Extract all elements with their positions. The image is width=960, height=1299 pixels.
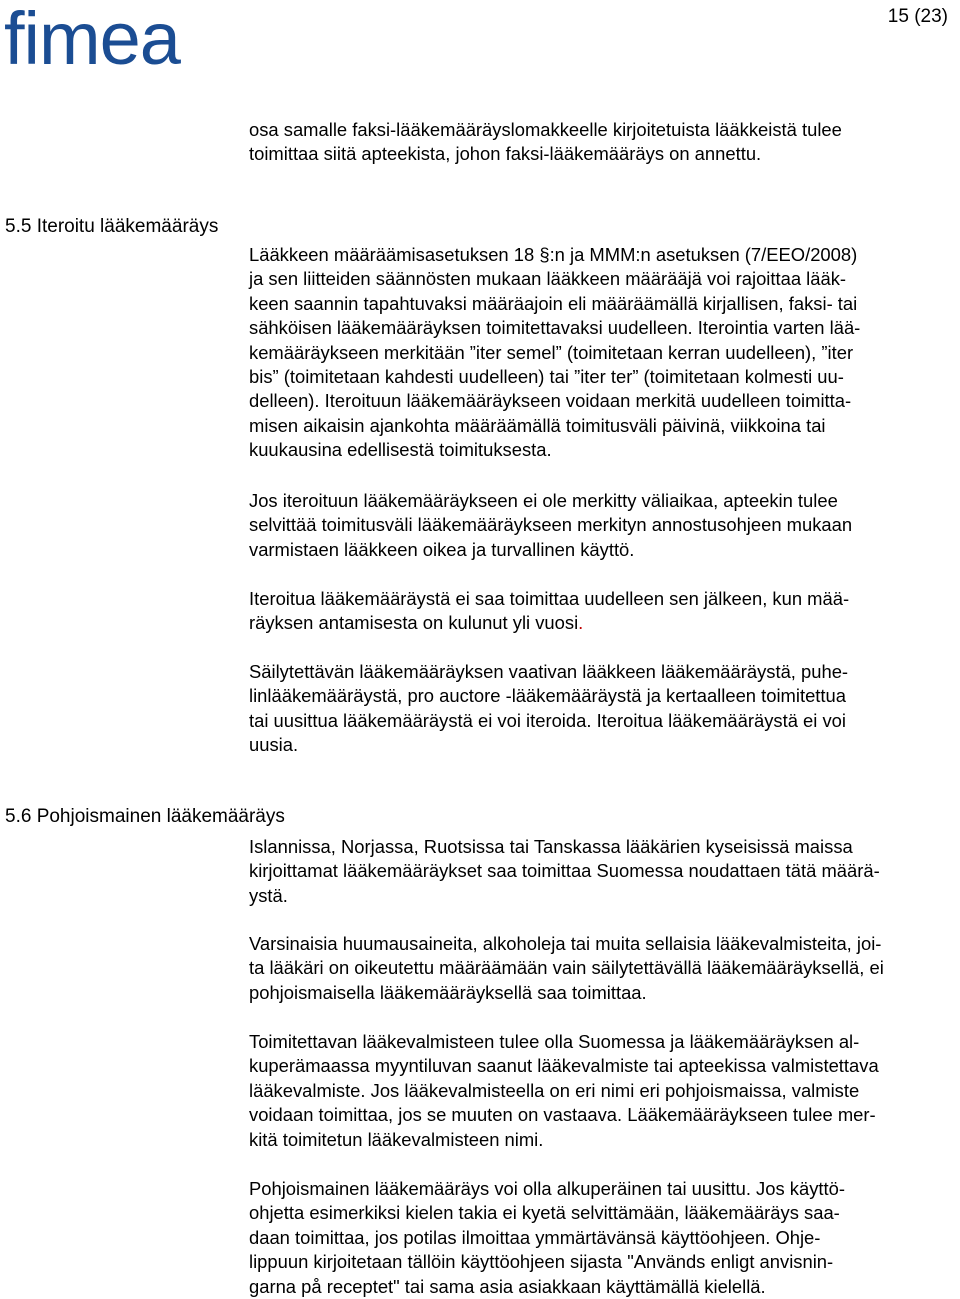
page-number: 15 (23) (887, 6, 948, 27)
section-heading-5-6: 5.6 Pohjoismainen lääkemääräys (5, 806, 285, 827)
section-heading-5-5: 5.5 Iteroitu lääkemääräys (5, 216, 219, 237)
text-line: ja sen liitteiden säännösten mukaan lääkkeen määrääjä voi rajoittaa lääk- (249, 268, 847, 290)
text-line: kuperämaassa myyntiluvan saanut lääkevalmiste tai apteekissa valmistettava (249, 1055, 879, 1077)
text-line: sähköisen lääkemääräyksen toimitettavaksi uudelleen. Iterointia varten lää- (249, 317, 861, 339)
red-period: . (578, 612, 584, 634)
text-line: Varsinaisia huumausaineita, alkoholeja tai muita sellaisia lääkevalmisteita, joi- (249, 933, 882, 954)
text-line: Lääkkeen määräämisasetuksen 18 §:n ja MMM:n asetuksen (7/EEO/2008) (249, 244, 858, 265)
text-line: misen aikaisin ajankohta määräämällä toimitusväli päivinä, viikkoina tai (249, 414, 826, 436)
text-line: keen saannin tapahtuvaksi määräajoin eli määräämällä kirjallisen, faksi- tai (249, 292, 858, 314)
text-line: Iteroitua lääkemääräystä ei saa toimittaa uudelleen sen jälkeen, kun mää- (249, 588, 850, 609)
text-line: Jos iteroituun lääkemääräykseen ei ole merkitty väliaikaa, apteekin tulee (249, 490, 838, 511)
text-line: delleen). Iteroituun lääkemääräykseen voidaan merkitä uudelleen toimitta- (249, 390, 852, 412)
text-line: Toimitettavan lääkevalmisteen tulee olla Suomessa ja lääkemääräyksen al- (249, 1031, 860, 1052)
text-line: Säilytettävän lääkemääräyksen vaativan lääkkeen lääkemääräystä, puhe- (249, 661, 849, 682)
paragraph (249, 835, 949, 908)
text-line: kirjoittamat lääkemääräykset saa toimittaa Suomessa noudattaen tätä määrä- (249, 860, 880, 882)
text-line: daan toimittaa, jos potilas ilmoittaa ymmärtävänsä käyttöohjeen. Ohje- (249, 1226, 821, 1248)
text-line: kuukausina edellisestä toimituksesta. (249, 439, 552, 461)
paragraph (249, 587, 949, 636)
text-line: ohjetta esimerkiksi kielen takia ei kyetä selvittämään, lääkemääräys saa- (249, 1202, 840, 1224)
text-line: kitä toimitetun lääkevalmisteen nimi. (249, 1128, 544, 1150)
text-segment: räyksen antamisesta on kulunut yli vuosi (249, 612, 579, 634)
text-line: selvittää toimitusväli lääkemääräykseen merkityn annostusohjeen mukaan (249, 514, 853, 536)
svg-text:fimea: fimea (4, 2, 180, 74)
text-line: ystä. (249, 884, 288, 906)
text-line: kemääräykseen merkitään ”iter semel” (toimitetaan kerran uudelleen), ”iter (249, 341, 854, 363)
text-line: bis” (toimitetaan kahdesti uudelleen) tai ”iter ter” (toimitetaan kolmesti uu- (249, 366, 844, 388)
paragraph (249, 932, 949, 1005)
text-line: Islannissa, Norjassa, Ruotsissa tai Tanskassa lääkärien kyseisissä maissa (249, 836, 853, 857)
text-line: pohjoismaisella lääkemääräyksellä saa toimittaa. (249, 981, 647, 1003)
paragraph (249, 1030, 949, 1152)
text-line: Pohjoismainen lääkemääräys voi olla alkuperäinen tai uusittu. Jos käyttö- (249, 1178, 845, 1199)
text-line: voidaan toimittaa, jos se muuten on vastaava. Lääkemääräykseen tulee mer- (249, 1104, 876, 1126)
text-line: linlääkemääräystä, pro auctore -lääkemääräystä ja kertaalleen toimitettua (249, 685, 846, 707)
text-line: lippuun kirjoitetaan tällöin käyttöohjeen sijasta "Används enligt anvisnin- (249, 1251, 834, 1273)
paragraph (249, 660, 949, 758)
text-line: tai uusittua lääkemääräystä ei voi iteroida. Iteroitua lääkemääräystä ei voi (249, 709, 846, 731)
text-line: garna på receptet" tai sama asia asiakkaan käyttämällä kielellä. (249, 1275, 766, 1297)
text-line: varmistaen lääkkeen oikea ja turvallinen käyttö. (249, 538, 635, 560)
paragraph (249, 243, 949, 463)
paragraph (249, 1177, 949, 1299)
text-line (249, 611, 949, 635)
text-line: uusia. (249, 734, 299, 756)
fimea-logo (4, 2, 209, 74)
text-line: toimittaa siitä apteekista, johon faksi-lääkemääräys on annettu. (249, 143, 762, 165)
paragraph (249, 489, 949, 562)
text-line: osa samalle faksi-lääkemääräyslomakkeelle kirjoitetuista lääkkeistä tulee (249, 119, 842, 140)
text-line: ta lääkäri on oikeutettu määräämään vain säilytettävällä lääkemääräyksellä, ei (249, 957, 884, 979)
text-line: lääkevalmiste. Jos lääkevalmisteella on eri nimi eri pohjoismaissa, valmiste (249, 1079, 860, 1101)
intro-paragraph (249, 118, 949, 167)
